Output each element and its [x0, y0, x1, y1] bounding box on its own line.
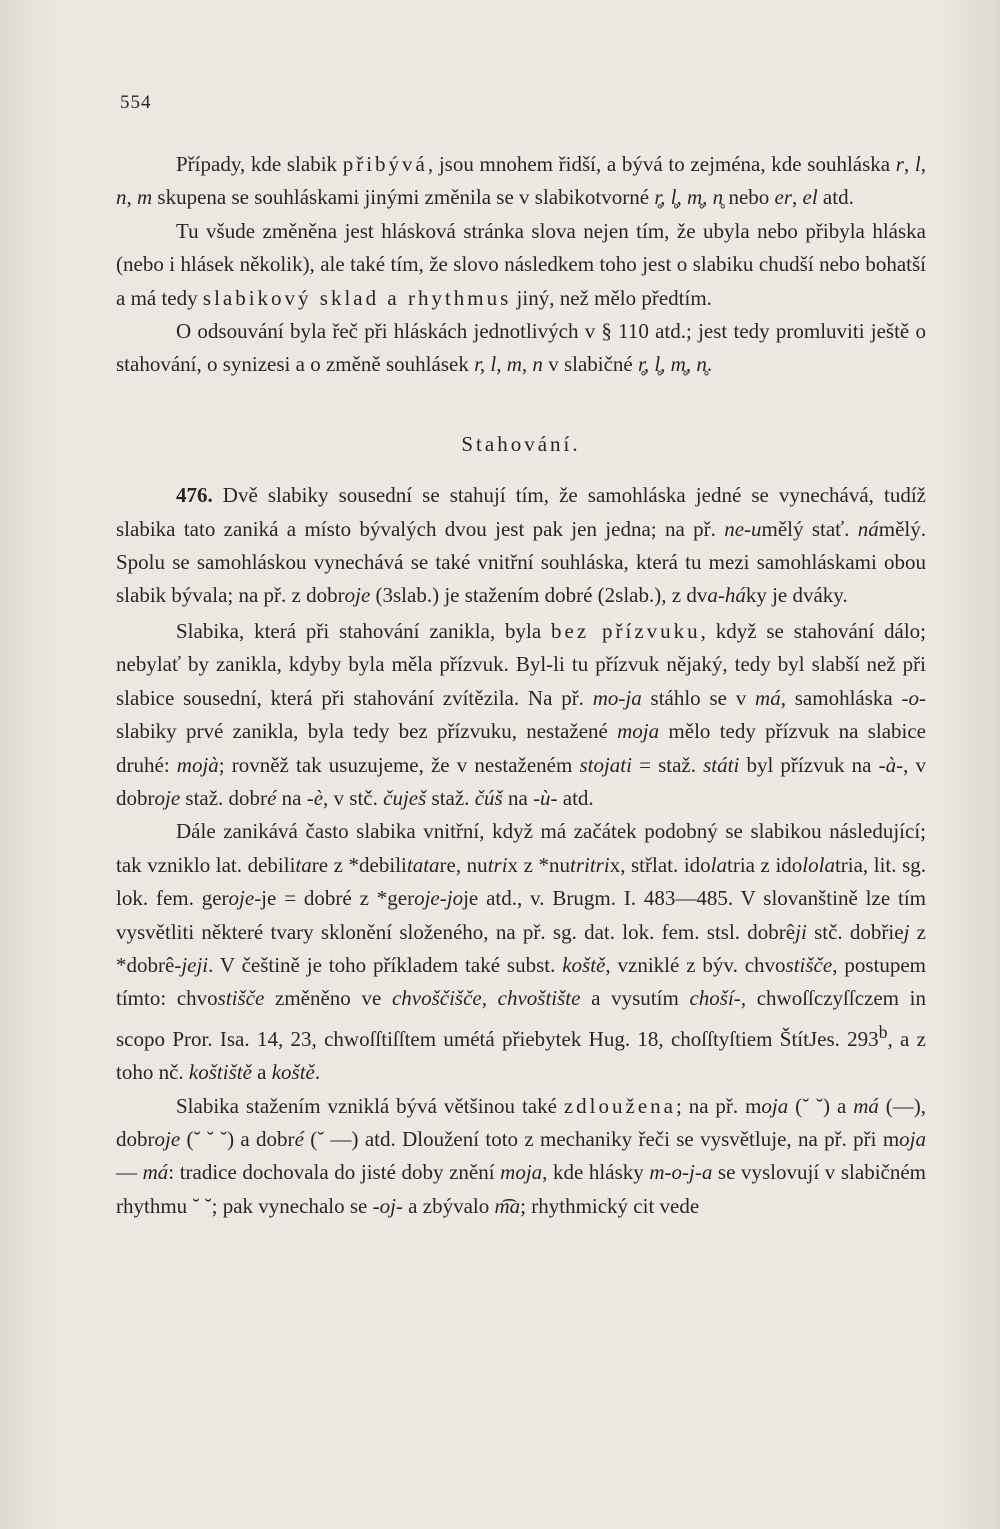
page-number: 554	[120, 92, 152, 113]
paragraph-2: Tu všude změněna jest hlásková stránka slova nejen tím, že ubyla nebo přibyla hláska (nebo i hlásek několik), ale také tím, že slovo následkem toho jest o slabiku chudší nebo bohatší a má tedy slabikový sklad a rhythmus jiný, než mělo předtím.	[116, 218, 926, 310]
paragraph-476: 476. Dvě slabiky sousední se stahují tím, že samohláska jedné se vynechává, tudíž slabika tato zaniká a místo bývalých dvou jest pak jen jedna; na př. ne-umělý stať. námělý. Spolu se samohláskou vynechává se také vnitřní souhláska, která tu mezi samohláskami obou slabik bývala; na př. z dobroje (3slab.) je stažením dobré (2slab.), z dva-háky je dváky.	[116, 483, 926, 608]
paragraph-3: O odsouvání byla řeč při hláskách jednotlivých v § 110 atd.; jest tedy promluviti ještě o stahování, o synizesi a o změně souhlásek r, l, m, n v slabičné r̥, l̥, m̥, n̥.	[116, 319, 926, 377]
section-number: 476.	[176, 483, 213, 508]
paragraph-6: Dále zanikává často slabika vnitřní, když má začátek podobný se slabikou následující; tak vzniklo lat. debilitare z *debilitatare, nutrix z *nutritrix, střlat. idolatria z idololatria, lit. sg. lok. fem. geroje-je = dobré z *geroje-joje atd., v. Brugm. I. 483—485. V slovanštině lze tím vysvětliti některé tvary sklonění složeného, na př. sg. dat. lok. fem. stsl. dobrêji stč. dobřiej z *dobrê-jeji. V češtině je toho příkladem také subst. koště, vzniklé z býv. chvostišče, postupem tímto: chvostišče změněno ve chvoščišče, chvoštište a vysutím choší-, chwoſſczyſſczem in scopo Pror. Isa. 14, 23, chwoſſtiſſtem umétá přiebytek Hug. 18, choſſtyſtiem ŠtítJes. 293$^b$, a z toho nč. koštiště a koště.	[116, 819, 927, 1085]
paragraph-1: Případy, kde slabik přibývá, jsou mnohem řidší, a bývá to zejména, kde souhláska r, l, n, m skupena se souhláskami jinými změnila se v slabikotvorné r̥, l̥, m̥, n̥ nebo er, el atd.	[116, 152, 927, 210]
section-heading: Stahování.	[461, 431, 581, 456]
paragraph-5: Slabika, která při stahování zanikla, byla bez přízvuku, když se stahování dálo; nebylať by zanikla, kdyby byla měla přízvuk. Byl-li tu přízvuk nějaký, tedy byl slabší než při slabice sousední, která při stahování zvítězila. Na př. mo-ja stáhlo se v má, samohláska -o- slabiky prvé zanikla, byla tedy bez přízvuku, nestažené moja mělo tedy přízvuk na slabice druhé: mojà; rovněž tak usuzujeme, že v nestaženém stojati = staž. státi byl přízvuk na -à-, v dobroje staž. dobré na -è, v stč. čuješ staž. čúš na -ù- atd.	[116, 618, 927, 810]
body-text	[116, 148, 926, 1223]
paragraph-7: Slabika stažením vzniklá bývá většinou také zdloužena; na př. moja (˘ ˘) a má (—), dobroje (˘ ˘ ˘) a dobré (˘ —) atd. Dloužení toto z mechaniky řeči se vysvětluje, na př. při moja — má: tradice dochovala do jisté doby znění moja, kde hlásky m-o-j-a se vyslovují v slabičném rhythmu ˘ ˘; pak vynechalo se -oj- a zbývalo m͡a; rhythmický cit vede	[116, 1093, 927, 1218]
